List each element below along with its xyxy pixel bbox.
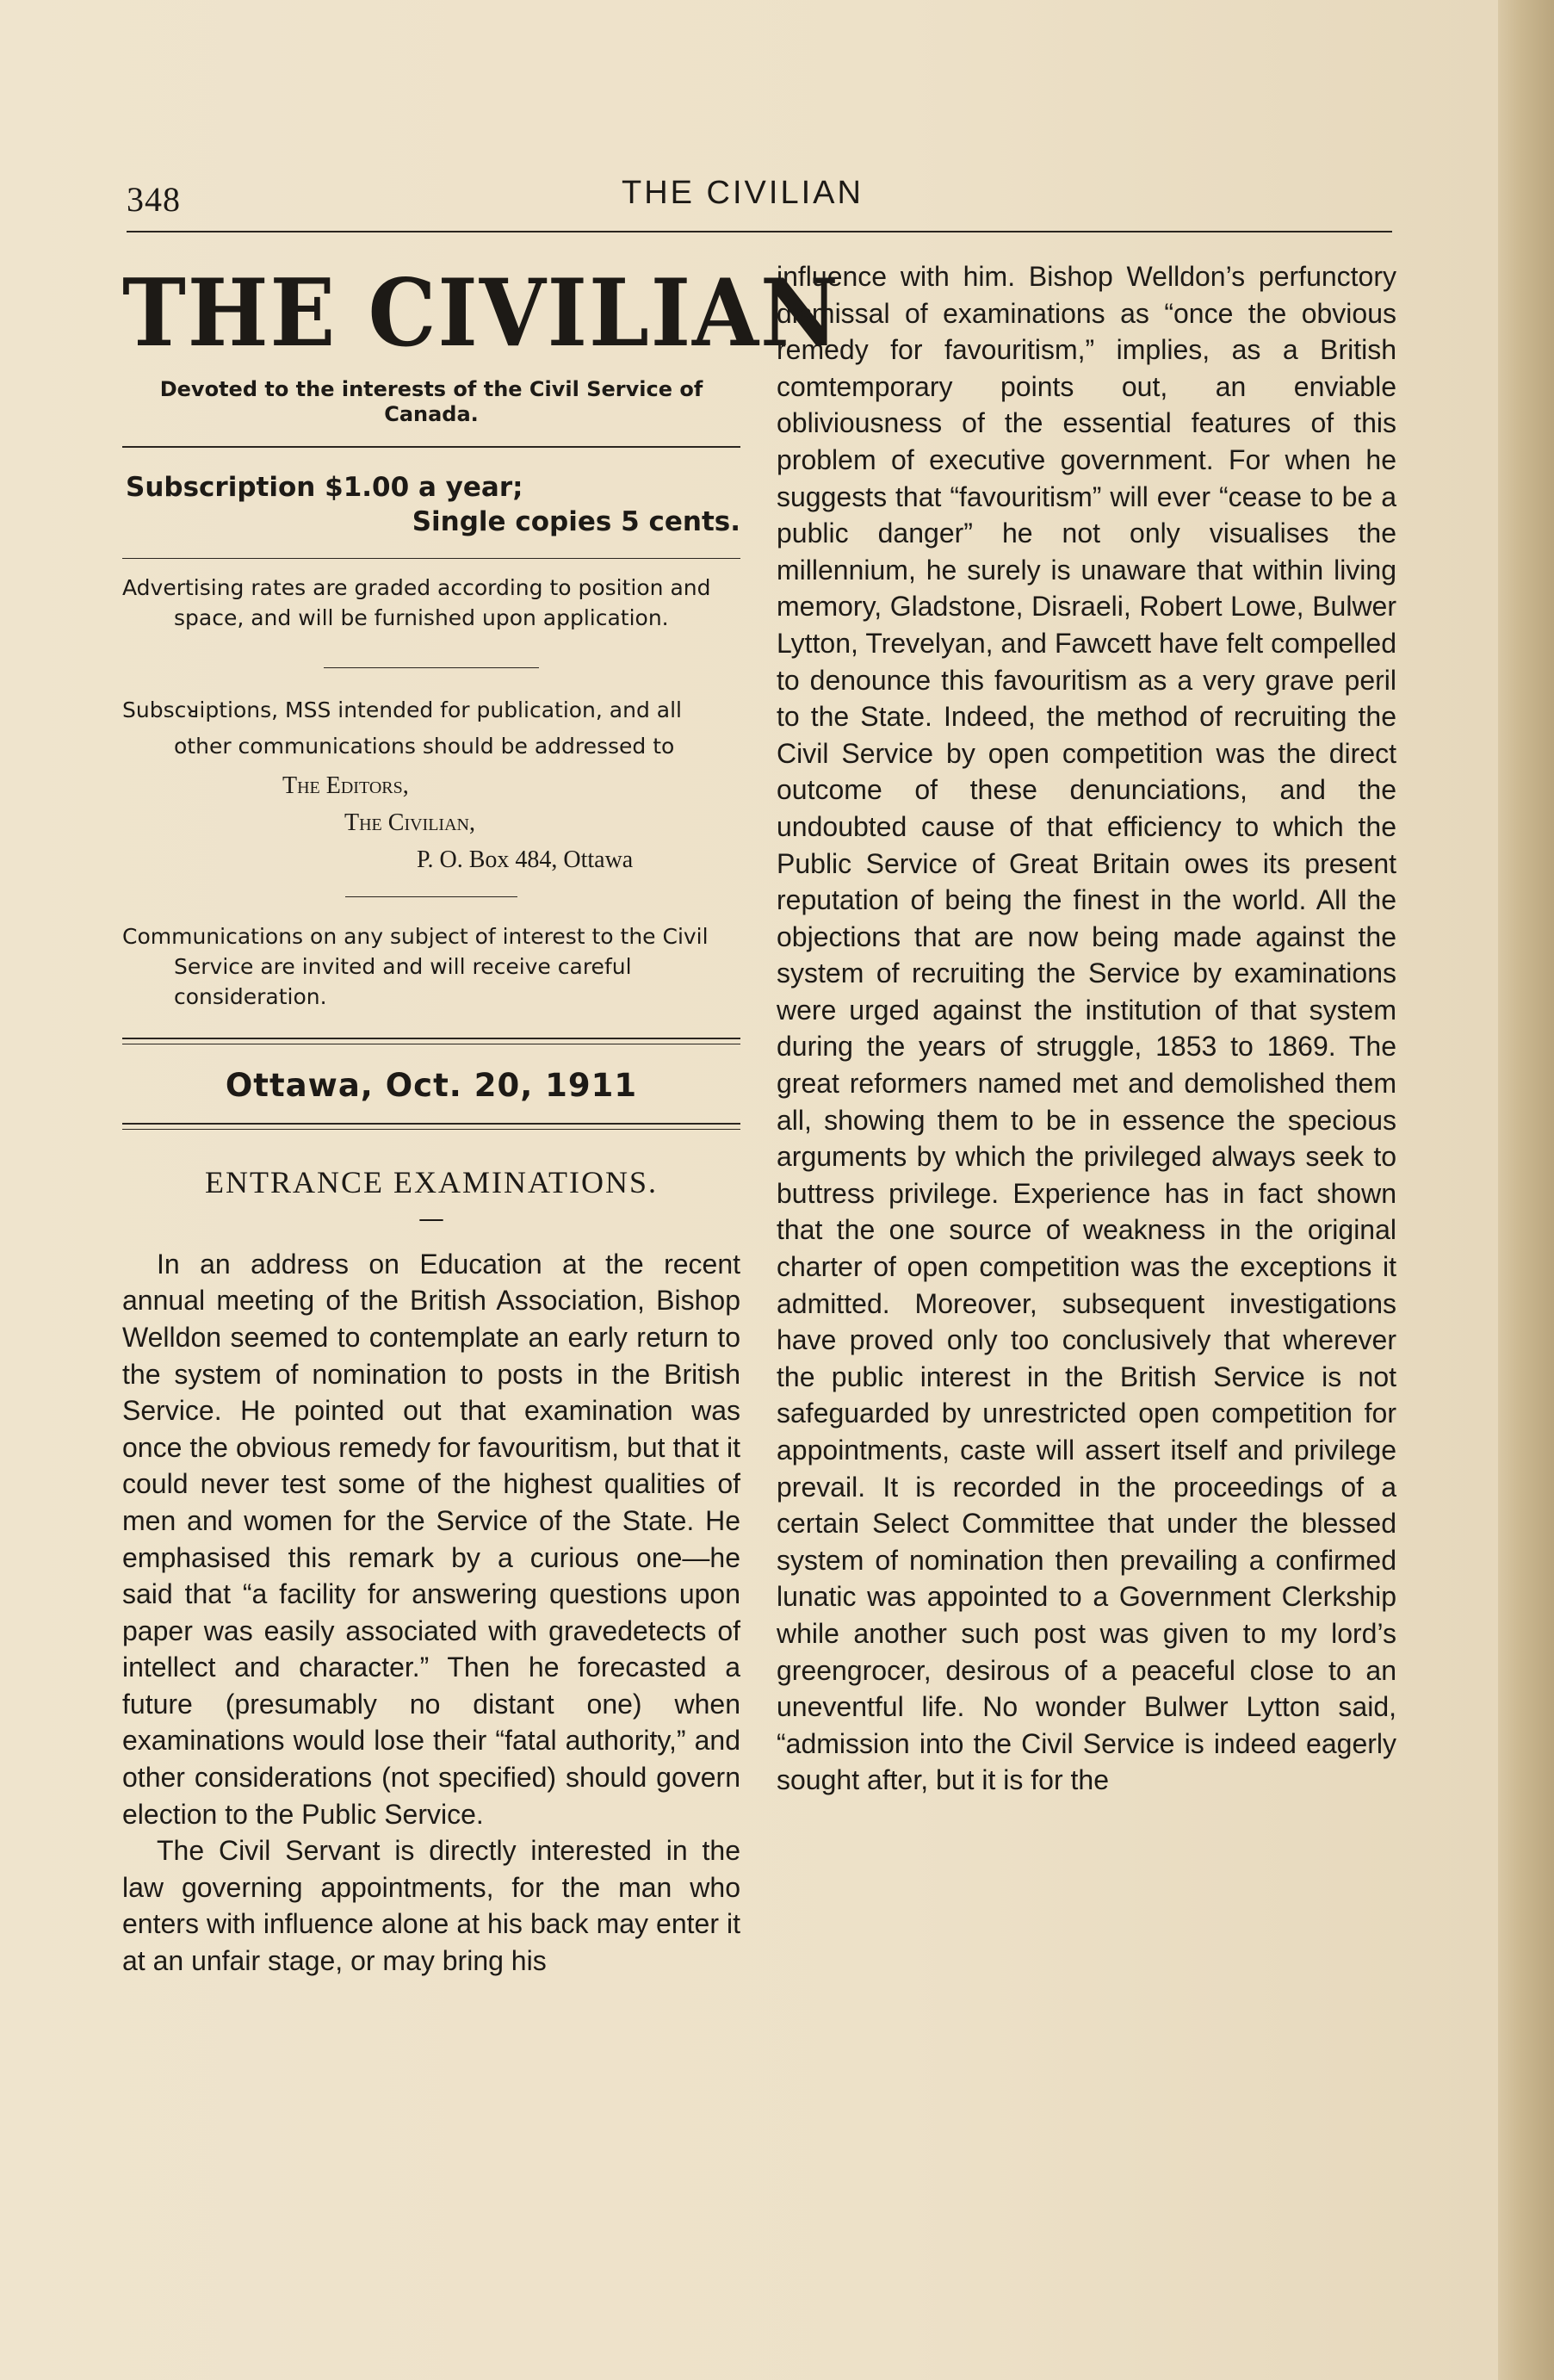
divider [122, 558, 740, 559]
short-divider [324, 667, 539, 668]
binding-edge [1498, 0, 1554, 2380]
article-title: ENTRANCE EXAMINATIONS. [205, 1164, 658, 1199]
communications-note: Communications on any subject of interest to the Civil Service are invited and will receive careful consideration. [122, 923, 709, 1009]
address-line-editors: The Editors, [282, 772, 409, 799]
masthead-title: THE CIVILIAN [122, 259, 840, 368]
double-rule [122, 1038, 740, 1044]
header-rule [127, 231, 1392, 232]
page-number: 348 [127, 180, 181, 219]
article-paragraph: In an address on Education at the recent annual meeting of the British Association, Bishop Welldon seemed to contemplate an early return to the system of nomination to posts in the British Service. He pointed out that examination was once the obvious remedy for favouritism, but that it could never test some of the highest qualities of men and women for the Service of the State. He emphasised this remark by a curious one—he said that “a facility for answering questions upon paper was easily associated with gravedetects of intellect and character.” Then he forecasted a future (presumably no distant one) when examinations would lose their “fatal authority,” and other considerations (not specified) should govern election to the Public Service. [122, 1248, 740, 1830]
subscriptions-note: Subscᴚiptions, MSS intended for publication, and all other communications should be addressed to [122, 697, 682, 759]
right-column [777, 250, 1396, 1799]
article-paragraph-continued: influence with him. Bishop Welldon’s perfunctory dismissal of examinations as “once the obvious remedy for favouritism,” implies, as a British comtemporary points out, an enviable obliviousness of the essential features of this problem of executive government. For when he suggests that “favouritism” will ever “cease to be a public danger” he not only visualises the millennium, he surely is unaware that within living memory, Gladstone, Disraeli, Robert Lowe, Bulwer Lytton, Trevelyan, and Fawcett have felt compelled to denounce this favouritism as a very grave peril to the State. Indeed, the method of recruiting the Civil Service by open competition was the direct outcome of these denunciations, and the undoubted cause of that efficiency to which the Public Service of Great Britain owes its present reputation of being the finest in the world. All the objections that are now being made against the system of recruiting the Service by examinations were urged against the institution of that system during the years of struggle, 1853 to 1869. The great reformers named met and demolished them all, showing them to be in essence the specious arguments by which the privileged always seek to buttress privilege. Experience has in fact shown that the one source of weakness in the original charter of open competition was the exceptions it admitted. Moreover, subsequent investigations have proved only too conclusively that wherever the public interest in the British Service is not safeguarded by unrestricted open competition for appointments, caste will assert itself and privilege prevail. It is recorded in the proceedings of a certain Select Committee that under the blessed system of nomination then prevailing a confirmed lunatic was appointed to a Government Clerkship while another such post was given to my lord’s greengrocer, desirous of a peaceful close to an uneventful life. No wonder Bulwer Lytton said, “admission into the Civil Service is indeed eagerly sought after, but it is for the [777, 261, 1396, 1796]
editors-address [122, 767, 740, 879]
address-line-box: P. O. Box 484, Ottawa [417, 846, 634, 874]
advertising-note: Advertising rates are graded according to position and space, and will be furnished upon application. [122, 574, 711, 630]
title-dash: — [418, 1203, 444, 1234]
divider [122, 446, 740, 448]
double-rule [122, 1123, 740, 1130]
left-column [122, 250, 840, 1980]
article-paragraph: The Civil Servant is directly interested in the law governing appointments, for the man who enters with influence alone at his back may enter it at an unfair stage, or may bring his [122, 1835, 740, 1977]
subscription-price: Subscription $1.00 a year; [126, 471, 523, 503]
running-head: THE CIVILIAN [622, 175, 864, 211]
single-copy-price: Single copies 5 cents. [412, 505, 740, 537]
dateline: Ottawa, Oct. 20, 1911 [225, 1066, 638, 1104]
masthead-devoted: Devoted to the interests of the Civil Service of Canada. [159, 377, 703, 426]
address-line-civilian: The Civilian, [344, 809, 475, 836]
short-divider [345, 896, 517, 897]
